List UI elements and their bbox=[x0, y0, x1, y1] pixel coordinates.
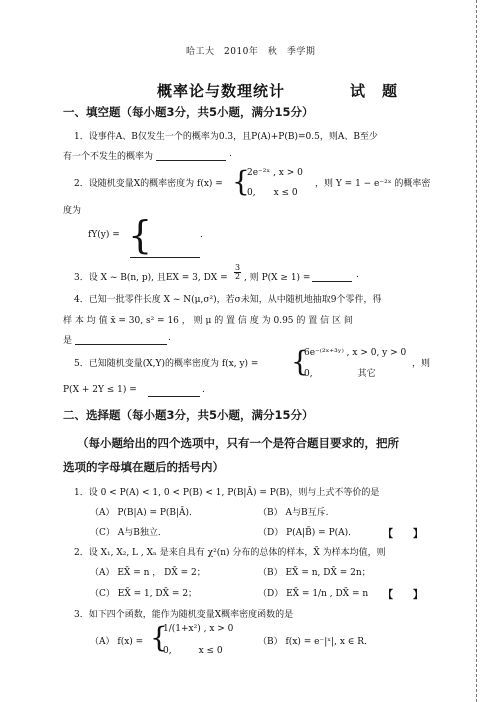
question-2-middle: ，则 Y = 1 − e⁻²ˣ 的概率密 bbox=[315, 179, 431, 189]
choice-1-option-b: （B） A与B互斥. bbox=[258, 508, 329, 518]
question-4-line-1: 4．已知一批零件长度 X ~ N(μ,σ²)，若σ未知，从中随机地抽取9个零件，得 bbox=[74, 295, 382, 305]
question-4-line-2: 样 本 均 值 x̄ = 30, s² = 16 ， 则 μ 的 置 信 度 为 0.95 的 置 信 区 间 bbox=[63, 316, 353, 326]
choice-3-option-a-case-1: 1/(1+x²) , x > 0 bbox=[163, 624, 234, 634]
choice-1-option-d: （D） P(A|B̄) = P(A)． bbox=[258, 528, 358, 538]
section-choice-note-1: （每小题给出的四个选项中，只有一个是符合题目要求的，把所 bbox=[77, 436, 399, 450]
choice-1-option-a: （A） P(B|A) = P(B|Ā)． bbox=[90, 508, 199, 518]
question-2-brace: { bbox=[232, 165, 250, 198]
question-5-case-2: 0, 其它 bbox=[304, 369, 376, 379]
choice-3-option-a-case-2: 0, x ≤ 0 bbox=[163, 646, 223, 656]
choice-3-option-b: （B） f(x) = e⁻|ˣ|, x ∈ R． bbox=[258, 637, 374, 647]
section-fill-in-heading: 一、填空题（每小题3分，共5小题，满分15分） bbox=[63, 105, 314, 119]
exam-title: 概率论与数理统计 bbox=[157, 82, 286, 100]
question-2-answer-brace: { bbox=[128, 213, 153, 257]
question-3-fraction bbox=[234, 264, 241, 281]
question-5-suffix: ，则 bbox=[412, 359, 431, 369]
exam-header: 哈工大 2010年 秋 季学期 bbox=[186, 47, 316, 57]
choice-2-option-c: （C） EX̄ = 1, DX̄ = 2； bbox=[90, 589, 198, 599]
question-5-line-2: P(X + 2Y ≤ 1) = bbox=[63, 385, 137, 395]
question-2-period: . bbox=[200, 230, 203, 240]
question-5-case-1: 6e⁻⁽²ˣ⁺³ʸ⁾ , x > 0, y > 0 bbox=[304, 348, 407, 358]
question-5-answer-blank bbox=[148, 396, 200, 397]
question-1-line-1: 1．设事件A、B仅发生一个的概率为0.3，且P(A)+P(B)=0.5，则A、B至少 bbox=[74, 132, 378, 142]
section-choice-note-2: 选项的字母填在题后的括号内） bbox=[63, 460, 224, 474]
fraction-denominator: 2 bbox=[235, 272, 241, 281]
question-4-answer-blank bbox=[75, 344, 167, 345]
fraction-numerator: 3 bbox=[235, 263, 241, 272]
choice-2-answer-bracket: 【 】 bbox=[383, 590, 423, 601]
choice-2-stem: 2．设 X₁, X₂, L , Xₙ 是来自具有 χ²(n) 分布的总体的样本，X̄ 为样本均值，则 bbox=[74, 548, 386, 558]
question-3-text-a: 3．设 X ~ B(n, p), 且EX = 3, DX = bbox=[74, 273, 228, 283]
question-3-text-b: , 则 P(X ≥ 1) = bbox=[244, 273, 311, 283]
section-choice-heading: 二、选择题（每小题3分，共5小题，满分15分） bbox=[63, 408, 314, 422]
choice-3-stem: 3．如下四个函数，能作为随机变量X概率密度函数的是 bbox=[74, 610, 294, 620]
question-1-line-2: 有一个不发生的概率为 bbox=[63, 152, 154, 162]
choice-1-answer-bracket: 【 】 bbox=[383, 529, 423, 540]
question-2-prefix: 2．设随机变量X的概率密度为 f(x) = bbox=[74, 179, 223, 189]
question-3-period: . bbox=[356, 270, 359, 280]
binding-margin-line bbox=[476, 0, 477, 702]
choice-1-option-c: （C） A与B独立． bbox=[90, 528, 167, 538]
question-5-period: . bbox=[202, 385, 205, 395]
choice-2-option-d: （D） EX̄ = 1/n , DX̄ = n bbox=[258, 589, 369, 599]
question-1-answer-blank bbox=[156, 160, 226, 161]
question-2-case-1: 2e⁻²ˣ , x > 0 bbox=[247, 168, 303, 178]
exam-title-right: 试 题 bbox=[350, 82, 399, 100]
question-1-period: . bbox=[229, 149, 232, 159]
question-5-brace: { bbox=[291, 345, 309, 378]
choice-1-stem: 1．设 0 < P(A) < 1, 0 < P(B) < 1, P(B|Ā) = P(B)，则与上式不等价的是 bbox=[74, 488, 380, 498]
question-2-case-2: 0, x ≤ 0 bbox=[247, 188, 298, 198]
question-3-answer-blank bbox=[312, 281, 352, 282]
question-4-line-3: 是 bbox=[63, 336, 73, 346]
choice-3-brace: { bbox=[150, 621, 168, 654]
question-4-period: . bbox=[168, 333, 171, 343]
question-2-density-label: fY(y) = bbox=[88, 230, 120, 240]
choice-3-option-a-prefix: （A） f(x) = bbox=[90, 637, 144, 647]
question-2-answer-blank bbox=[130, 257, 200, 258]
question-5-prefix: 5．已知随机变量(X,Y)的概率密度为 f(x, y) = bbox=[74, 359, 259, 369]
choice-2-option-b: （B） EX̄ = n, DX̄ = 2n； bbox=[258, 568, 371, 578]
question-2-line-2: 度为 bbox=[63, 206, 82, 216]
choice-2-option-a: （A） EX̄ = n ， DX̄ = 2； bbox=[90, 568, 206, 578]
